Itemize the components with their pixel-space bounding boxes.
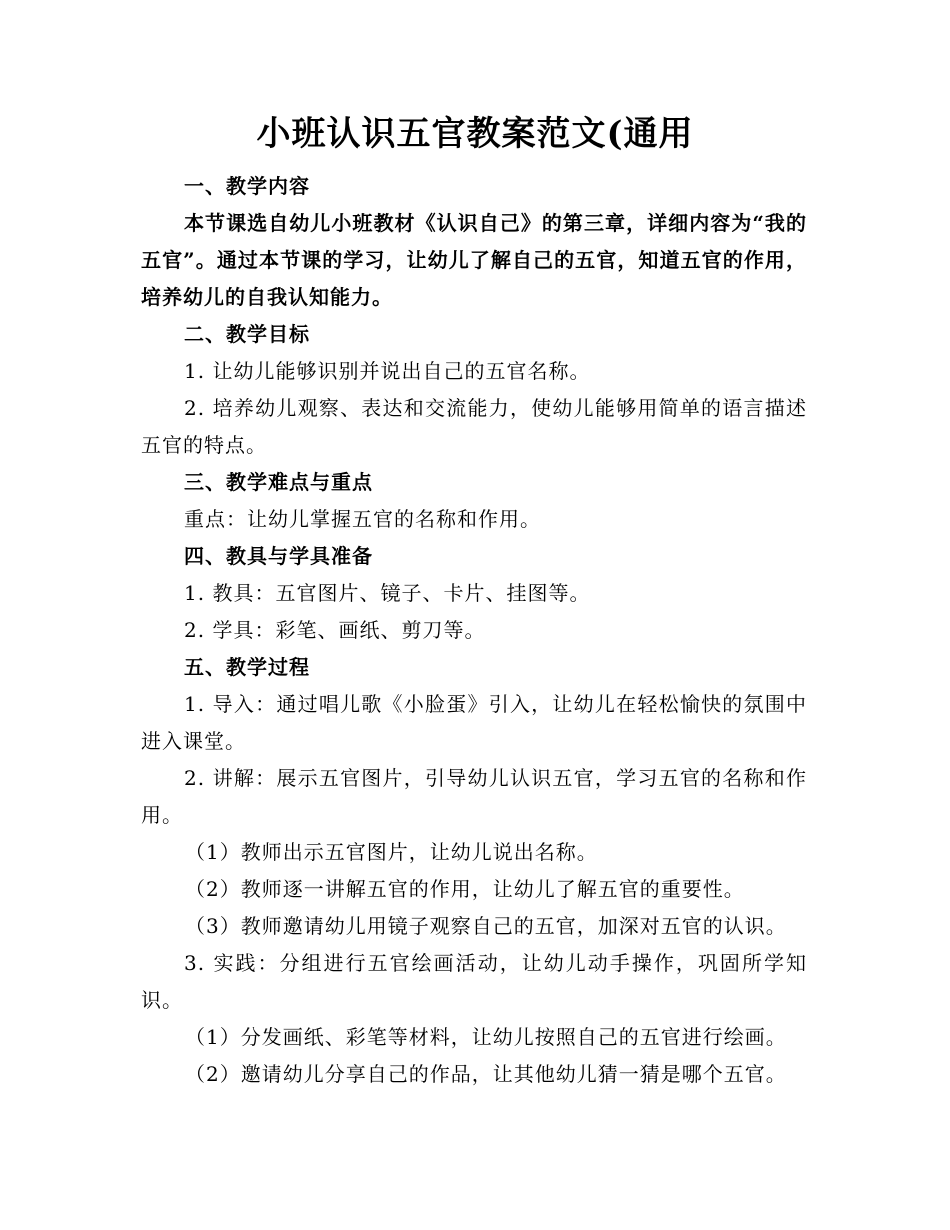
objective-item-1: 1. 让幼儿能够识别并说出自己的五官名称。: [184, 359, 591, 383]
document-title: 小班认识五官教案范文(通用: [256, 114, 694, 154]
section-heading-objectives: 二、教学目标: [184, 322, 310, 346]
process-item-3-sub-2: （2）邀请幼儿分享自己的作品，让其他幼儿猜一猜是哪个五官。: [185, 1062, 787, 1086]
section-heading-materials: 四、教具与学具准备: [184, 544, 373, 568]
materials-item-1: 1. 教具：五官图片、镜子、卡片、挂图等。: [184, 581, 591, 605]
process-item-2-sub-1: （1）教师出示五官图片，让幼儿说出名称。: [185, 840, 598, 864]
process-item-2-sub-2: （2）教师逐一讲解五官的作用，让幼儿了解五官的重要性。: [185, 877, 745, 901]
materials-item-2: 2. 学具：彩笔、画纸、剪刀等。: [184, 618, 486, 642]
process-item-2-sub-3: （3）教师邀请幼儿用镜子观察自己的五官，加深对五官的认识。: [185, 914, 787, 938]
process-item-3: 3. 实践：分组进行五官绘画活动，让幼儿动手操作，巩固所学知识。: [141, 951, 807, 1012]
section-heading-key-points: 三、教学难点与重点: [184, 470, 373, 494]
section-heading-content: 一、教学内容: [184, 174, 310, 198]
key-points-paragraph: 重点：让幼儿掌握五官的名称和作用。: [184, 507, 541, 531]
section-paragraph-content: 本节课选自幼儿小班教材《认识自己》的第三章，详细内容为“我的五官”。通过本节课的学习，让幼儿了解自己的五官，知道五官的作用，培养幼儿的自我认知能力。: [141, 211, 807, 309]
document-body: [141, 168, 807, 1093]
process-item-1: 1. 导入：通过唱儿歌《小脸蛋》引入，让幼儿在轻松愉快的氛围中进入课堂。: [141, 692, 807, 753]
objective-item-2: 2. 培养幼儿观察、表达和交流能力，使幼儿能够用简单的语言描述五官的特点。: [141, 396, 807, 457]
process-item-3-sub-1: （1）分发画纸、彩笔等材料，让幼儿按照自己的五官进行绘画。: [185, 1025, 787, 1049]
section-heading-process: 五、教学过程: [184, 655, 310, 679]
process-item-2: 2. 讲解：展示五官图片，引导幼儿认识五官，学习五官的名称和作用。: [141, 766, 807, 827]
